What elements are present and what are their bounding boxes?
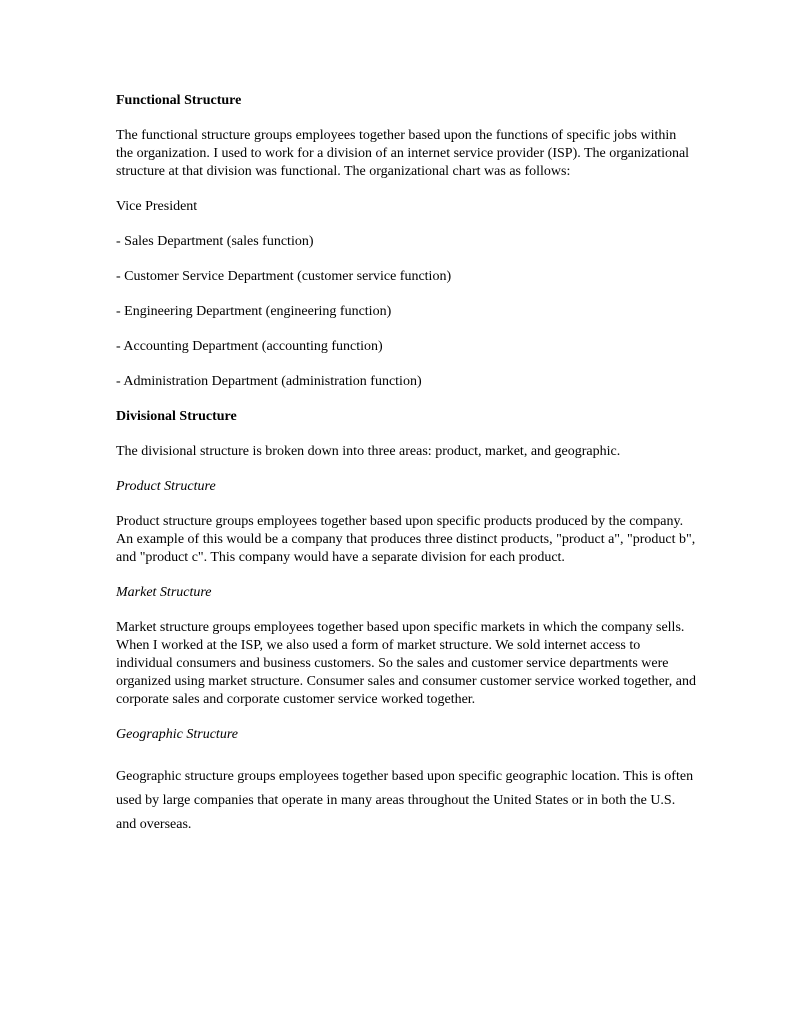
product-structure-body: Product structure groups employees together based upon specific products produced by the company. An example of this would be a company that produces three distinct products, "product a", "product b", and "product c". This company would have a separate division for each product. (116, 514, 696, 565)
document-page (116, 92, 696, 854)
org-chart-item: - Engineering Department (engineering function) (116, 304, 392, 319)
geographic-structure-heading: Geographic Structure (116, 727, 238, 742)
divisional-structure-intro: The divisional structure is broken down into three areas: product, market, and geographic. (116, 444, 621, 459)
org-chart-item: - Customer Service Department (customer service function) (116, 269, 452, 284)
functional-structure-heading: Functional Structure (116, 93, 242, 108)
org-chart-item: - Accounting Department (accounting function) (116, 339, 383, 354)
product-structure-heading: Product Structure (116, 479, 216, 494)
org-chart-item: - Sales Department (sales function) (116, 234, 314, 249)
org-chart-item: - Administration Department (administration function) (116, 374, 422, 389)
divisional-structure-heading: Divisional Structure (116, 409, 237, 424)
org-chart-top: Vice President (116, 199, 198, 214)
market-structure-body: Market structure groups employees together based upon specific markets in which the company sells. When I worked at the ISP, we also used a form of market structure. We sold internet access to individual consumers and business customers. So the sales and customer service departments were organized using market structure. Consumer sales and consumer customer service worked together, and corporate sales and corporate customer service worked together. (116, 620, 697, 707)
market-structure-heading: Market Structure (116, 585, 212, 600)
geographic-structure-body: Geographic structure groups employees together based upon specific geographic location. This is often used by large companies that operate in many areas throughout the United States or in both the U.S. and overseas. (116, 769, 694, 832)
functional-structure-intro: The functional structure groups employees together based upon the functions of specific jobs within the organization. I used to work for a division of an internet service provider (ISP). The organizational structure at that division was functional. The organizational chart was as follows: (116, 128, 690, 179)
